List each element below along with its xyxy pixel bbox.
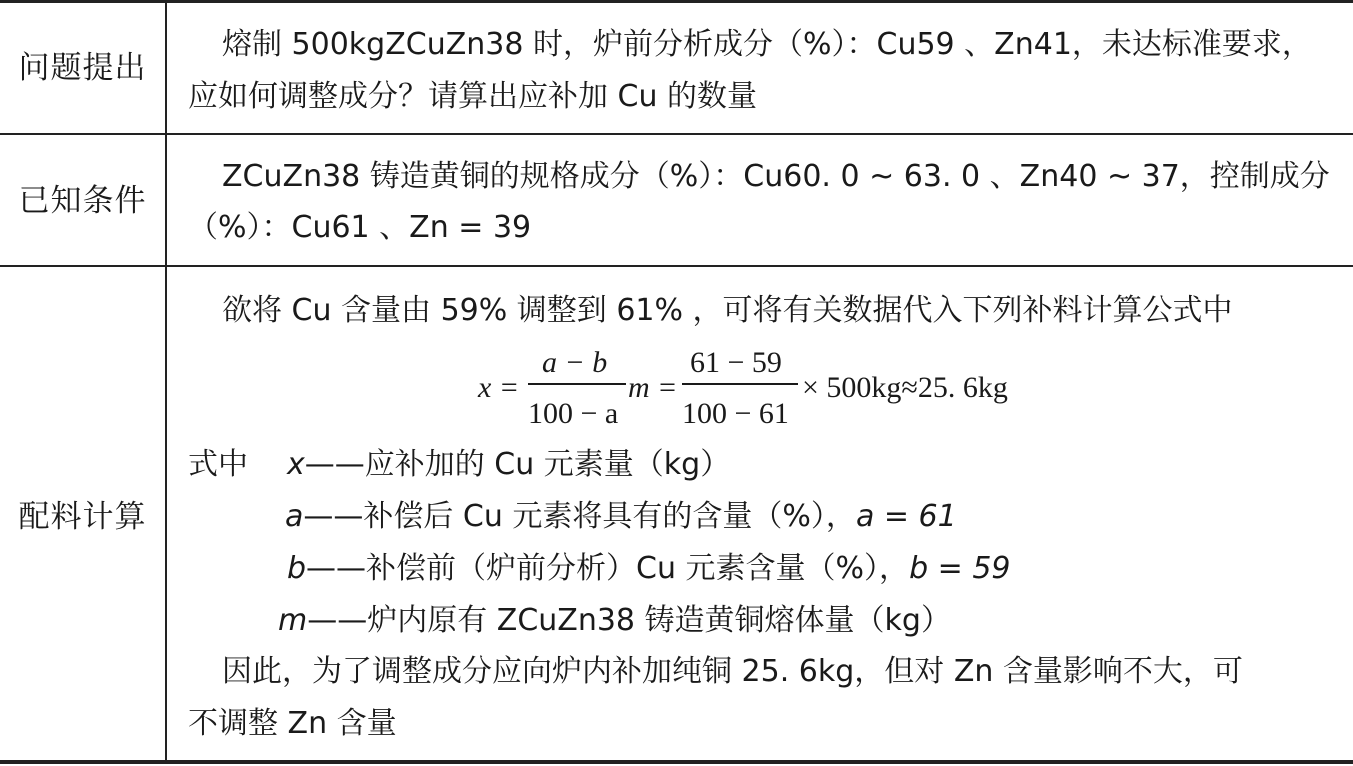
formula-lhs: x = (478, 371, 520, 404)
known-line-2: （%）：Cu61 、Zn = 39 (188, 210, 532, 245)
calc-intro: 欲将 Cu 含量由 59% 调整到 61% ，可将有关数据代入下列补料计算公式中 (222, 293, 1233, 328)
known-line-1: ZCuZn38 铸造黄铜的规格成分（%）：Cu60. 0 ~ 63. 0 、Zn40 ~ 37，控制成分 (222, 159, 1330, 194)
formula-frac1-numerator: a − b (542, 346, 608, 379)
table-bottom-rule (0, 760, 1353, 764)
formula-frac1-denominator: 100 − a (528, 397, 619, 430)
definition-var: x (287, 447, 305, 482)
formula-tail: × 500kg≈25. 6kg (802, 371, 1008, 404)
definition-var: a (285, 499, 304, 534)
definition-value: a = 61 (855, 499, 957, 534)
definition-b (287, 551, 1011, 586)
definition-text: ——炉内原有 ZCuZn38 铸造黄铜熔体量（kg） (307, 603, 951, 638)
row-divider-2 (0, 265, 1353, 267)
definition-text: ——应补加的 Cu 元素量（kg） (304, 447, 731, 482)
conclusion-line-1: 因此，为了调整成分应向炉内补加纯铜 25. 6kg，但对 Zn 含量影响不大，可 (222, 654, 1243, 689)
row-divider-1 (0, 133, 1353, 135)
table-top-rule (0, 0, 1353, 3)
row-label-calculation: 配料计算 (18, 499, 147, 535)
definition-var: m (278, 603, 308, 638)
alloy-formula (478, 338, 1058, 428)
definition-text: ——补偿后 Cu 元素将具有的含量（%）， (303, 499, 856, 534)
problem-line-2: 应如何调整成分？请算出应补加 Cu 的数量 (188, 79, 758, 114)
formula-frac2-bar (682, 383, 798, 385)
definition-value: b = 59 (909, 551, 1011, 586)
formula-frac2-numerator: 61 − 59 (690, 346, 782, 379)
formula-frac2-denominator: 100 − 61 (682, 397, 789, 430)
definition-a (285, 499, 957, 534)
formula-frac1-bar (528, 383, 626, 385)
definition-text: ——补偿前（炉前分析）Cu 元素含量（%）， (306, 551, 910, 586)
definition-m (278, 603, 951, 638)
formula-m: m = (628, 371, 678, 404)
row-label-known: 已知条件 (18, 183, 147, 219)
definition-x (287, 447, 731, 482)
definition-var: b (287, 551, 307, 586)
where-prefix: 式中 (188, 447, 248, 482)
problem-line-1: 熔制 500kgZCuZn38 时，炉前分析成分（%）：Cu59 、Zn41，未达标准要求， (222, 27, 1312, 62)
row-label-problem: 问题提出 (18, 50, 147, 86)
column-divider (165, 0, 167, 762)
conclusion-line-2: 不调整 Zn 含量 (188, 706, 397, 741)
